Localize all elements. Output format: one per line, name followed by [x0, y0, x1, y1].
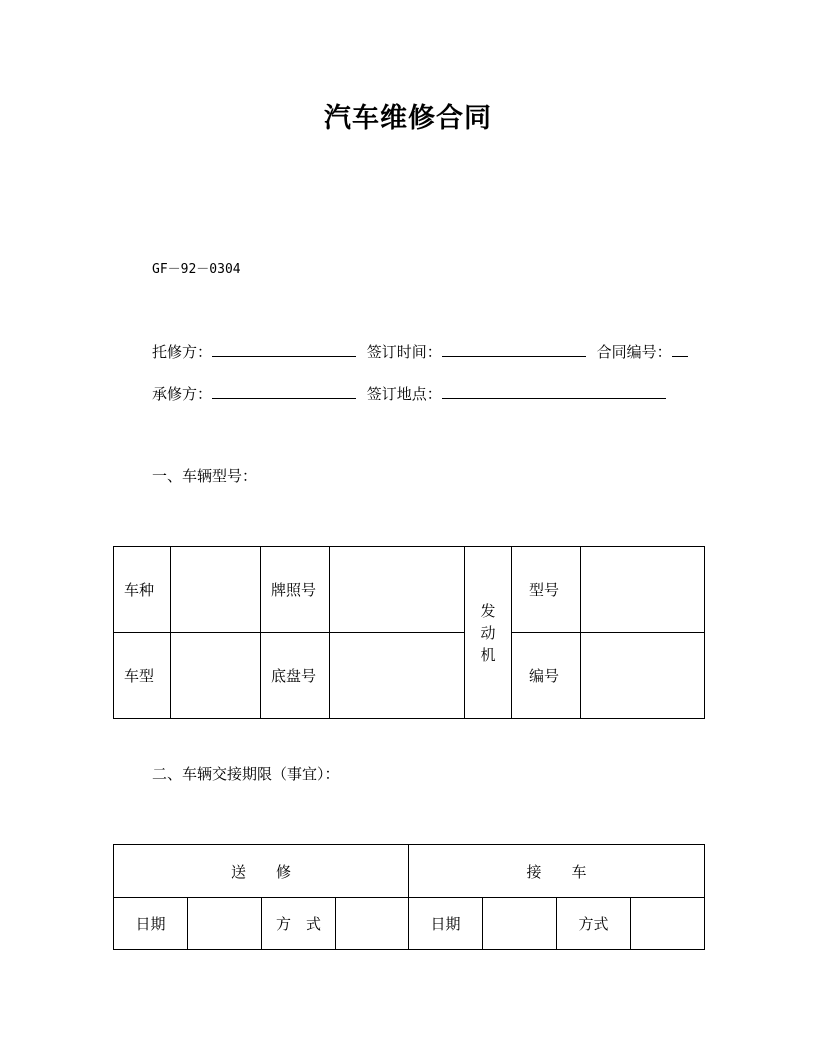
- vehicle-model-label: 车型: [114, 633, 171, 719]
- chassis-number-label: 底盘号: [261, 633, 330, 719]
- plate-number-cell[interactable]: [330, 547, 465, 633]
- contractor-field[interactable]: [212, 382, 356, 399]
- receive-method-cell[interactable]: [631, 898, 705, 950]
- receive-date-cell[interactable]: [483, 898, 557, 950]
- header-fields-row-1: [152, 340, 688, 362]
- chassis-number-cell[interactable]: [330, 633, 465, 719]
- send-for-repair-header: 送 修: [114, 845, 409, 898]
- section-1-heading: 一、车辆型号：: [152, 467, 258, 485]
- engine-label-char-3: 机: [480, 645, 496, 664]
- engine-model-label: 型号: [512, 547, 581, 633]
- plate-number-label: 牌照号: [261, 547, 330, 633]
- engine-number-cell[interactable]: [581, 633, 705, 719]
- vehicle-model-table: [113, 546, 705, 719]
- send-method-cell[interactable]: [336, 898, 409, 950]
- sign-place-label: 签订地点：: [366, 385, 442, 403]
- sign-time-field[interactable]: [442, 340, 586, 357]
- sign-time-label: 签订时间：: [366, 343, 442, 361]
- send-date-label: 日期: [114, 898, 188, 950]
- client-field[interactable]: [212, 340, 356, 357]
- receive-method-label: 方式: [557, 898, 631, 950]
- send-date-cell[interactable]: [188, 898, 262, 950]
- handover-table: [113, 844, 705, 950]
- form-code: GF－92－0304: [152, 262, 241, 277]
- engine-model-cell[interactable]: [581, 547, 705, 633]
- contractor-label: 承修方：: [152, 385, 213, 403]
- engine-label-char-1: 发: [480, 601, 496, 620]
- sign-place-field[interactable]: [442, 382, 666, 399]
- section-2-heading: 二、车辆交接期限（事宜）：: [152, 765, 340, 783]
- contract-no-label: 合同编号：: [596, 343, 672, 361]
- vehicle-model-cell[interactable]: [171, 633, 261, 719]
- client-label: 托修方：: [152, 343, 213, 361]
- header-fields-row-2: [152, 382, 666, 404]
- engine-label-char-2: 动: [480, 623, 496, 642]
- engine-number-label: 编号: [512, 633, 581, 719]
- pick-up-header: 接 车: [409, 845, 705, 898]
- contract-no-field[interactable]: [672, 340, 688, 357]
- vehicle-type-label: 车种: [114, 547, 171, 633]
- receive-date-label: 日期: [409, 898, 483, 950]
- document-title: 汽车维修合同: [324, 103, 492, 134]
- engine-label: [465, 547, 512, 719]
- send-method-label: 方 式: [262, 898, 336, 950]
- vehicle-type-cell[interactable]: [171, 547, 261, 633]
